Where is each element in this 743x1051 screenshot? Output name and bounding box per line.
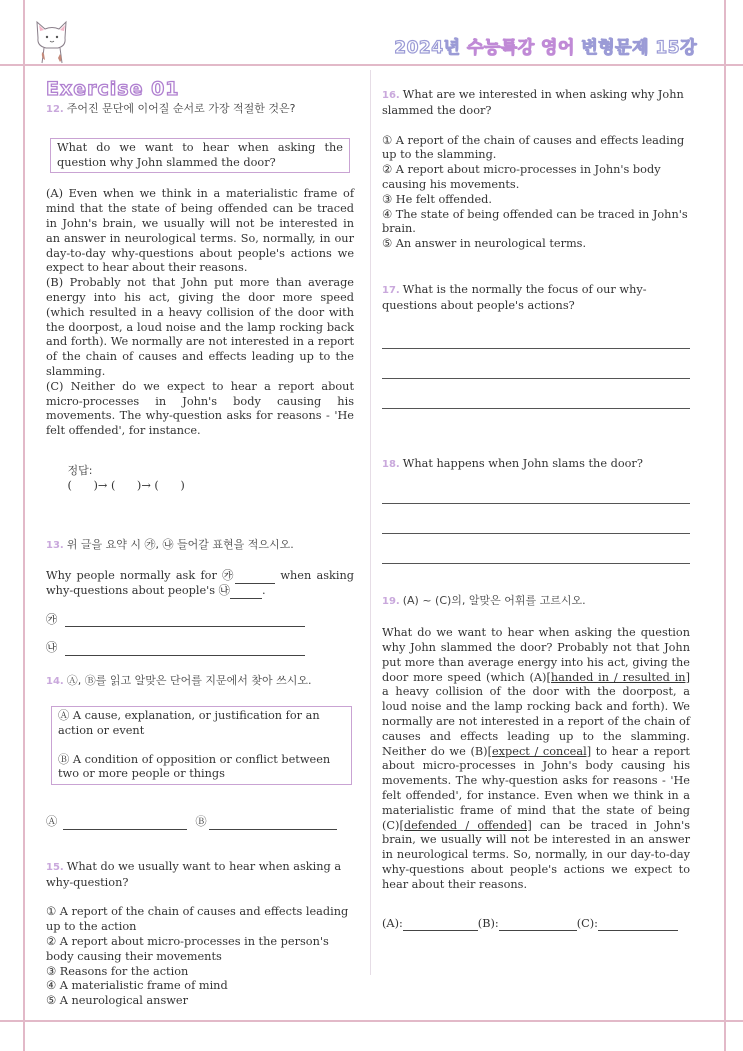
answer-label-a: (A):: [382, 916, 403, 930]
answer-line-2[interactable]: [382, 377, 690, 379]
option-5[interactable]: ⑤ A neurological answer: [46, 994, 188, 1008]
option-4[interactable]: ④ The state of being offended can be traced in John's brain.: [382, 207, 688, 236]
answer-line-2[interactable]: [382, 532, 690, 534]
option-3[interactable]: ③ Reasons for the action: [46, 964, 189, 978]
definition-b: Ⓑ A condition of opposition or conflict between two or more people or things: [58, 752, 331, 781]
summary-sentence: [46, 569, 354, 599]
question-number: 13.: [46, 540, 64, 552]
answer-line-b[interactable]: [65, 655, 305, 656]
question-18: [382, 457, 690, 565]
summary-blank-b[interactable]: [230, 598, 262, 599]
question-prompt: What are we interested in when asking why John slammed the door?: [382, 88, 684, 117]
question-prompt: 위 글을 요약 시 ㉮, ㉯ 들어갈 표현을 적으시오.: [66, 538, 294, 552]
answer-line-3[interactable]: [382, 407, 690, 409]
exercise-title: Exercise 01: [46, 78, 180, 100]
header-main: 수능특강 영어: [466, 38, 575, 58]
frame-right-line: [724, 0, 726, 1051]
column-divider: [370, 70, 371, 975]
question-number: 15.: [46, 861, 64, 873]
question-12: [46, 102, 354, 508]
question-13: [46, 538, 354, 656]
question-19: [382, 594, 690, 931]
option-2[interactable]: ② A report about micro-processes in John's body causing his movements.: [382, 163, 661, 191]
option-2[interactable]: ② A report about micro-processes in the person's body causing their movements: [46, 935, 329, 963]
right-column: [382, 88, 690, 931]
question-prompt: 주어진 문단에 이어질 순서로 가장 적절한 것은?: [66, 102, 296, 115]
left-column: [46, 78, 354, 1009]
header-sub: 변형문제 15강: [581, 38, 697, 58]
question-number: 17.: [382, 284, 400, 296]
question-number: 12.: [46, 104, 64, 115]
answer-label-b: Ⓑ: [195, 815, 207, 829]
answer-line-a[interactable]: [63, 829, 187, 830]
question-number: 14.: [46, 676, 64, 688]
passage-part-1: What do we want to hear when asking the question why John slammed the door? Probably not that John put more than average energy into his act, giving the door more speed (which (A): [382, 626, 690, 684]
question-14: [46, 674, 354, 830]
frame-left-line: [23, 0, 25, 1051]
question-17: [382, 283, 690, 409]
answer-line-c[interactable]: [598, 930, 678, 931]
options-list: [46, 905, 354, 1009]
passage-part-3: to hear a report about micro-processes in John's body causing his movements. The why-question asks for reasons - 'He felt offended', for instance. Even when we think in a materialistic frame of mind that the state of being (C): [382, 744, 690, 832]
definition-a: Ⓐ A cause, explanation, or justification for an action or event: [58, 708, 320, 737]
answer-label: 정답:: [67, 463, 93, 477]
question-prompt: What is the normally the focus of our why-questions about people's actions?: [382, 282, 647, 312]
paragraph-a: (A) Even when we think in a materialistic frame of mind that the state of being offended can be traced in John's brain, we usually will not be interested in an answer in neurological terms. So, normally, in our day-to-day why-questions about people's actions we expect to hear about their reasons.: [46, 187, 354, 275]
answer-line-1[interactable]: [382, 347, 690, 349]
option-5[interactable]: ⑤ An answer in neurological terms.: [382, 237, 587, 251]
definitions-box: [51, 706, 352, 785]
question-number: 19.: [382, 596, 400, 608]
paragraph-c: (C) Neither do we expect to hear a report about micro-processes in John's body causing his movements. The why-question asks for reasons - 'He felt offended', for instance.: [46, 379, 354, 438]
question-number: 18.: [382, 458, 400, 470]
option-1[interactable]: ① A report of the chain of causes and effects leading up to the slamming.: [382, 133, 685, 162]
answer-label-b: ㉯: [46, 641, 58, 655]
answer-line-a[interactable]: [403, 930, 478, 931]
summary-part-1: Why people normally ask for ㉮: [46, 568, 236, 582]
option-3[interactable]: ③ He felt offended.: [382, 192, 492, 206]
question-number: 16.: [382, 90, 400, 101]
passage-part-2: a heavy collision of the door with the doorpost, a loud noise and the lamp rocking back and forth). We normally are not interested in a report of the chain of causes and effects leading up to the slamming. Neither do we (B): [382, 685, 690, 758]
answer-order-field[interactable]: ( )→ ( )→ ( ): [67, 478, 185, 492]
question-15: [46, 860, 354, 1009]
answer-label-c: (C):: [576, 916, 598, 930]
question-prompt: What do we usually want to hear when asking a why-question?: [46, 859, 342, 889]
answer-label-a: ㉮: [46, 612, 58, 626]
cat-mascot-icon: [30, 16, 74, 64]
frame-top-line: [0, 64, 743, 66]
question-16: [382, 88, 690, 252]
frame-bottom-line: [0, 1020, 743, 1022]
paragraph-b: (B) Probably not that John put more than average energy into his act, giving the door more speed (which resulted in a heavy collision of the door with the doorpost, a loud noise and the lamp rocking back and forth). We normally are not interested in a report of the chain of causes and effects leading up to the slamming.: [46, 276, 354, 378]
answer-label-b: (B):: [477, 916, 499, 930]
answer-label-a: Ⓐ: [46, 815, 58, 829]
question-prompt: Ⓐ, Ⓑ를 읽고 알맞은 단어를 지문에서 찾아 쓰시오.: [66, 674, 312, 688]
answer-line-b[interactable]: [499, 930, 577, 931]
answer-line-a[interactable]: [65, 626, 305, 627]
choice-c[interactable]: [defended / offended]: [399, 818, 532, 832]
page-header-title: [394, 33, 697, 58]
passage-part-4: can be traced in John's brain, we usually will not be interested in an answer in neurological terms. So, normally, in our day-to-day why-questions about people's actions we expect to hear about their reasons.: [382, 818, 690, 891]
choice-b[interactable]: [expect / conceal]: [487, 744, 592, 758]
question-prompt: What happens when John slams the door?: [402, 456, 643, 470]
option-4[interactable]: ④ A materialistic frame of mind: [46, 979, 228, 993]
given-paragraph-box: What do we want to hear when asking the question why John slammed the door?: [50, 138, 350, 174]
option-1[interactable]: ① A report of the chain of causes and effects leading up to the action: [46, 905, 349, 934]
summary-end: .: [261, 583, 266, 597]
summary-part-2: when asking why-questions about people's ㉯: [46, 568, 355, 597]
header-year: 2024년: [394, 38, 461, 58]
answer-line-1[interactable]: [382, 502, 690, 504]
options-list: [382, 134, 690, 252]
passage: [382, 626, 690, 892]
question-prompt: (A) ~ (C)의, 알맞은 어휘를 고르시오.: [402, 594, 586, 608]
summary-blank-a[interactable]: [235, 583, 275, 584]
answer-line-b[interactable]: [209, 829, 337, 830]
answer-line-3[interactable]: [382, 562, 690, 564]
choice-a[interactable]: [handed in / resulted in]: [546, 670, 690, 684]
